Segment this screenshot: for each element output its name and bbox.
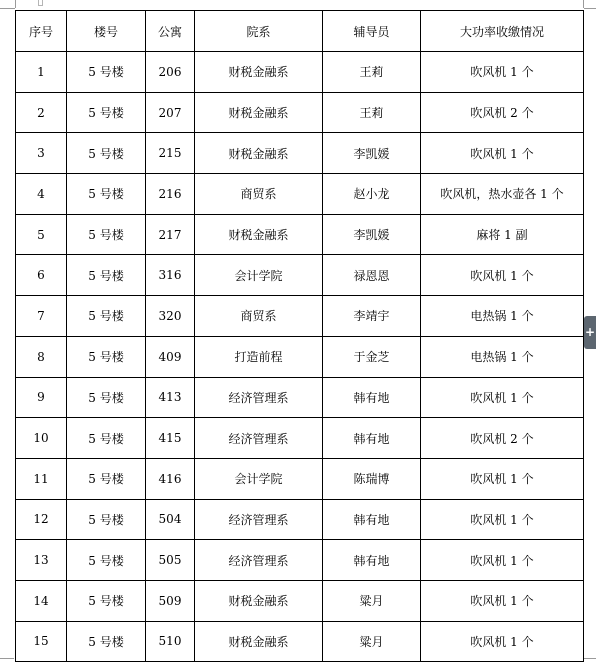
cell-department: 经济管理系 bbox=[195, 377, 323, 418]
cell-confiscated-items: 吹风机 1 个 bbox=[421, 540, 584, 581]
header-confiscated-items: 大功率收缴情况 bbox=[421, 11, 584, 52]
cell-serial-number: 15 bbox=[16, 621, 67, 662]
cell-counselor: 陈瑞博 bbox=[323, 458, 421, 499]
cell-building: 5 号楼 bbox=[67, 621, 146, 662]
cell-serial-number: 5 bbox=[16, 214, 67, 255]
table-header-row bbox=[16, 11, 584, 52]
cell-serial-number: 9 bbox=[16, 377, 67, 418]
cell-dorm-room: 320 bbox=[146, 296, 195, 337]
cell-department: 财税金融系 bbox=[195, 621, 323, 662]
cell-counselor: 韩有地 bbox=[323, 377, 421, 418]
cell-confiscated-items: 吹风机 1 个 bbox=[421, 621, 584, 662]
cell-building: 5 号楼 bbox=[67, 255, 146, 296]
cell-dorm-room: 215 bbox=[146, 133, 195, 174]
cell-counselor: 李靖宇 bbox=[323, 296, 421, 337]
table-row bbox=[16, 458, 584, 499]
cell-department: 会计学院 bbox=[195, 458, 323, 499]
table-row bbox=[16, 580, 584, 621]
table-row bbox=[16, 540, 584, 581]
expand-side-button[interactable] bbox=[584, 316, 596, 349]
cell-dorm-room: 207 bbox=[146, 92, 195, 133]
cell-counselor: 王莉 bbox=[323, 52, 421, 93]
paragraph-mark-icon bbox=[38, 0, 43, 6]
cell-building: 5 号楼 bbox=[67, 336, 146, 377]
cell-confiscated-items: 电热锅 1 个 bbox=[421, 296, 584, 337]
cell-building: 5 号楼 bbox=[67, 580, 146, 621]
cell-confiscated-items: 吹风机 1 个 bbox=[421, 133, 584, 174]
cell-building: 5 号楼 bbox=[67, 418, 146, 459]
cell-dorm-room: 509 bbox=[146, 580, 195, 621]
header-counselor: 辅导员 bbox=[323, 11, 421, 52]
table-row bbox=[16, 214, 584, 255]
cell-serial-number: 13 bbox=[16, 540, 67, 581]
cell-counselor: 粱月 bbox=[323, 580, 421, 621]
cell-dorm-room: 510 bbox=[146, 621, 195, 662]
cell-department: 财税金融系 bbox=[195, 133, 323, 174]
cell-dorm-room: 316 bbox=[146, 255, 195, 296]
cell-confiscated-items: 吹风机 1 个 bbox=[421, 458, 584, 499]
cell-department: 经济管理系 bbox=[195, 540, 323, 581]
cell-serial-number: 7 bbox=[16, 296, 67, 337]
cell-dorm-room: 416 bbox=[146, 458, 195, 499]
cell-counselor: 粱月 bbox=[323, 621, 421, 662]
header-building: 楼号 bbox=[67, 11, 146, 52]
cell-confiscated-items: 吹风机 2 个 bbox=[421, 418, 584, 459]
inspection-table bbox=[15, 10, 584, 662]
crop-mark-bottom-right-horizontal bbox=[584, 658, 596, 659]
cell-dorm-room: 505 bbox=[146, 540, 195, 581]
cell-counselor: 李凯媛 bbox=[323, 214, 421, 255]
cell-serial-number: 12 bbox=[16, 499, 67, 540]
cell-department: 商贸系 bbox=[195, 174, 323, 215]
table-body bbox=[16, 52, 584, 662]
cell-counselor: 李凯媛 bbox=[323, 133, 421, 174]
cell-serial-number: 10 bbox=[16, 418, 67, 459]
cell-serial-number: 3 bbox=[16, 133, 67, 174]
cell-building: 5 号楼 bbox=[67, 296, 146, 337]
table-row bbox=[16, 296, 584, 337]
cell-building: 5 号楼 bbox=[67, 133, 146, 174]
cell-department: 财税金融系 bbox=[195, 214, 323, 255]
cell-building: 5 号楼 bbox=[67, 377, 146, 418]
cell-building: 5 号楼 bbox=[67, 458, 146, 499]
plus-icon: + bbox=[584, 325, 596, 339]
header-dorm-room: 公寓 bbox=[146, 11, 195, 52]
cell-building: 5 号楼 bbox=[67, 174, 146, 215]
table-row bbox=[16, 174, 584, 215]
cell-serial-number: 6 bbox=[16, 255, 67, 296]
cell-serial-number: 8 bbox=[16, 336, 67, 377]
cell-serial-number: 14 bbox=[16, 580, 67, 621]
cell-department: 经济管理系 bbox=[195, 499, 323, 540]
cell-department: 经济管理系 bbox=[195, 418, 323, 459]
cell-building: 5 号楼 bbox=[67, 92, 146, 133]
crop-mark-bottom-left-horizontal bbox=[0, 658, 14, 659]
cell-counselor: 于金芝 bbox=[323, 336, 421, 377]
table-row bbox=[16, 499, 584, 540]
cell-counselor: 赵小龙 bbox=[323, 174, 421, 215]
cell-serial-number: 2 bbox=[16, 92, 67, 133]
cell-building: 5 号楼 bbox=[67, 540, 146, 581]
cell-confiscated-items: 吹风机 1 个 bbox=[421, 52, 584, 93]
cell-counselor: 韩有地 bbox=[323, 418, 421, 459]
cell-confiscated-items: 吹风机，热水壶各 1 个 bbox=[421, 174, 584, 215]
cell-counselor: 王莉 bbox=[323, 92, 421, 133]
table-row bbox=[16, 52, 584, 93]
cell-confiscated-items: 麻将 1 副 bbox=[421, 214, 584, 255]
cell-department: 财税金融系 bbox=[195, 52, 323, 93]
cell-department: 财税金融系 bbox=[195, 92, 323, 133]
table-row bbox=[16, 92, 584, 133]
cell-dorm-room: 216 bbox=[146, 174, 195, 215]
cell-confiscated-items: 电热锅 1 个 bbox=[421, 336, 584, 377]
header-department: 院系 bbox=[195, 11, 323, 52]
cell-dorm-room: 415 bbox=[146, 418, 195, 459]
cell-serial-number: 11 bbox=[16, 458, 67, 499]
cell-dorm-room: 409 bbox=[146, 336, 195, 377]
crop-mark-top-right-horizontal bbox=[584, 8, 596, 9]
cell-building: 5 号楼 bbox=[67, 52, 146, 93]
cell-building: 5 号楼 bbox=[67, 499, 146, 540]
table-row bbox=[16, 336, 584, 377]
table-row bbox=[16, 133, 584, 174]
cell-counselor: 韩有地 bbox=[323, 499, 421, 540]
cell-serial-number: 4 bbox=[16, 174, 67, 215]
cell-confiscated-items: 吹风机 2 个 bbox=[421, 92, 584, 133]
cell-dorm-room: 504 bbox=[146, 499, 195, 540]
cell-department: 会计学院 bbox=[195, 255, 323, 296]
cell-counselor: 禄恩恩 bbox=[323, 255, 421, 296]
cell-counselor: 韩有地 bbox=[323, 540, 421, 581]
crop-mark-top-left-horizontal bbox=[0, 8, 15, 9]
crop-mark-top-left-vertical bbox=[15, 0, 16, 8]
cell-department: 商贸系 bbox=[195, 296, 323, 337]
cell-department: 打造前程 bbox=[195, 336, 323, 377]
table-row bbox=[16, 255, 584, 296]
cell-confiscated-items: 吹风机 1 个 bbox=[421, 255, 584, 296]
crop-mark-top-right-vertical bbox=[583, 0, 584, 8]
cell-dorm-room: 413 bbox=[146, 377, 195, 418]
cell-confiscated-items: 吹风机 1 个 bbox=[421, 499, 584, 540]
cell-serial-number: 1 bbox=[16, 52, 67, 93]
table-row bbox=[16, 418, 584, 459]
header-serial-number: 序号 bbox=[16, 11, 67, 52]
table-row bbox=[16, 621, 584, 662]
cell-confiscated-items: 吹风机 1 个 bbox=[421, 580, 584, 621]
cell-building: 5 号楼 bbox=[67, 214, 146, 255]
cell-department: 财税金融系 bbox=[195, 580, 323, 621]
cell-dorm-room: 217 bbox=[146, 214, 195, 255]
cell-confiscated-items: 吹风机 1 个 bbox=[421, 377, 584, 418]
table-row bbox=[16, 377, 584, 418]
cell-dorm-room: 206 bbox=[146, 52, 195, 93]
